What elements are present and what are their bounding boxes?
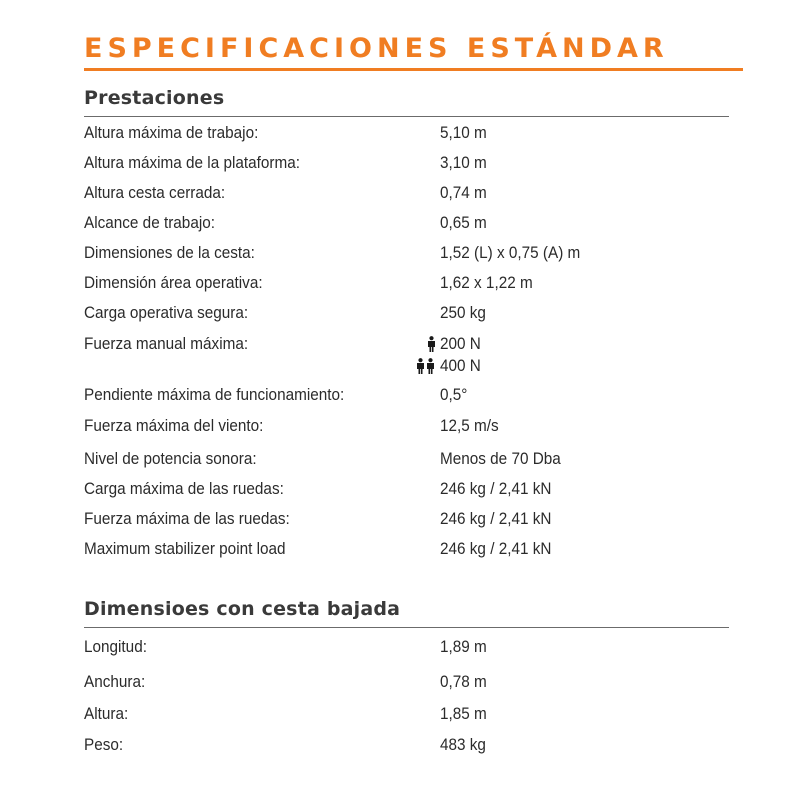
spec-label: Longitud: (84, 637, 147, 656)
spec-label: Altura cesta cerrada: (84, 183, 226, 202)
spec-label: Pendiente máxima de funcionamiento: (84, 385, 345, 404)
spec-value: 1,85 m (440, 704, 487, 723)
spec-label: Nivel de potencia sonora: (84, 449, 257, 468)
spec-row (84, 122, 729, 152)
spec-label: Peso: (84, 735, 124, 754)
person-icons-one (427, 336, 436, 352)
spec-label: Carga máxima de las ruedas: (84, 479, 284, 498)
spec-label: Maximum stabilizer point load (84, 539, 286, 558)
spec-row (84, 415, 729, 445)
spec-label: Fuerza máxima de las ruedas: (84, 509, 290, 528)
spec-value: 246 kg / 2,41 kN (440, 539, 552, 558)
spec-label: Altura máxima de trabajo: (84, 123, 259, 142)
spec-value: 246 kg / 2,41 kN (440, 509, 552, 528)
spec-value: 1,52 (L) x 0,75 (A) m (440, 243, 581, 262)
spec-row (84, 636, 729, 666)
spec-row (84, 182, 729, 212)
section-rule-prestaciones (84, 116, 729, 117)
spec-label: Altura: (84, 704, 129, 723)
spec-value: 1,62 x 1,22 m (440, 273, 533, 292)
spec-row (84, 478, 729, 508)
spec-label: Altura máxima de la plataforma: (84, 153, 300, 172)
spec-value: 12,5 m/s (440, 416, 499, 435)
spec-label: Dimensión área operativa: (84, 273, 263, 292)
section-heading-dimensiones: Dimensioes con cesta bajada (84, 598, 401, 620)
single-person-icon (427, 336, 436, 352)
spec-value: 5,10 m (440, 123, 487, 142)
spec-value: 0,74 m (440, 183, 487, 202)
section-rule-dimensiones (84, 627, 729, 628)
person-icons-two (416, 358, 435, 374)
section-heading-prestaciones: Prestaciones (84, 87, 225, 109)
spec-value: 0,65 m (440, 213, 487, 232)
spec-row-manual-force (84, 333, 729, 379)
spec-row (84, 448, 729, 478)
spec-value: 250 kg (440, 303, 486, 322)
spec-value: 0,78 m (440, 672, 487, 691)
spec-row (84, 152, 729, 182)
spec-row (84, 242, 729, 272)
spec-value: 246 kg / 2,41 kN (440, 479, 552, 498)
spec-value: Menos de 70 Dba (440, 449, 561, 468)
spec-value: 3,10 m (440, 153, 487, 172)
title-underline (84, 68, 743, 71)
spec-label: Anchura: (84, 672, 146, 691)
spec-row (84, 703, 729, 733)
spec-row (84, 538, 729, 568)
spec-row (84, 671, 729, 701)
spec-label: Fuerza máxima del viento: (84, 416, 264, 435)
spec-row (84, 508, 729, 538)
spec-value-two-persons: 400 N (440, 356, 481, 375)
spec-value: 483 kg (440, 735, 486, 754)
two-persons-icon (416, 358, 435, 374)
spec-row (84, 734, 729, 764)
spec-value: 0,5° (440, 385, 468, 404)
spec-row (84, 384, 729, 414)
page-title: ESPECIFICACIONES ESTÁNDAR (84, 33, 669, 64)
spec-label: Fuerza manual máxima: (84, 334, 249, 353)
spec-row (84, 302, 729, 332)
spec-row (84, 272, 729, 302)
spec-label: Carga operativa segura: (84, 303, 249, 322)
spec-row (84, 212, 729, 242)
spec-value-one-person: 200 N (440, 334, 481, 353)
spec-label: Alcance de trabajo: (84, 213, 215, 232)
spec-value: 1,89 m (440, 637, 487, 656)
spec-label: Dimensiones de la cesta: (84, 243, 255, 262)
